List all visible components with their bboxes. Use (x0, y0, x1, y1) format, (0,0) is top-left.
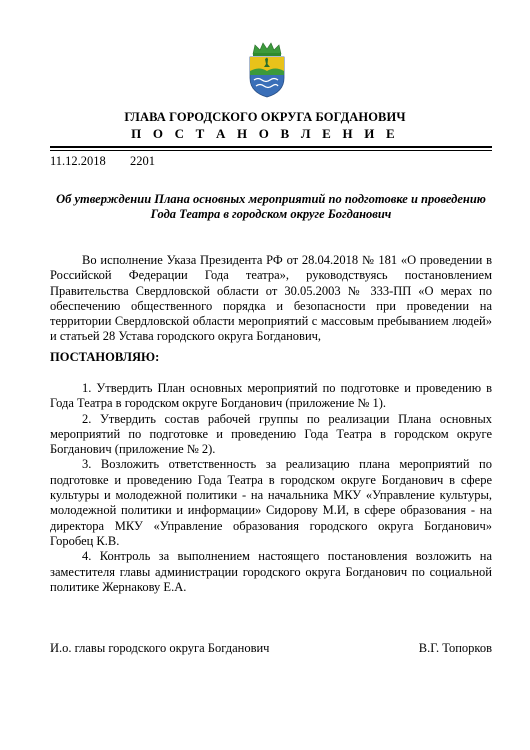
decree-item: 1. Утвердить План основных мероприятий по подготовке и проведению в Года Театра в городском округе Богданович (приложение № 1). (50, 381, 492, 411)
header-rule-thin (50, 150, 492, 151)
signature-block (50, 641, 492, 656)
preamble-paragraph: Во исполнение Указа Президента РФ от 28.04.2018 № 181 «О проведении в Российской Федерации Года театра», руководствуясь постановлением Правительства Свердловской области от 30.05.2003 № 333-ПП «О мерах по обеспечению общественного порядка и безопасности при проведении на территории Свердловской области мероприятий с массовым пребыванием людей» и статьей 28 Устава городского округа Богданович, (50, 253, 492, 344)
authority-heading: ГЛАВА ГОРОДСКОГО ОКРУГА БОГДАНОВИЧ (124, 110, 406, 124)
header-rule-thick (50, 146, 492, 148)
document-type-heading: П О С Т А Н О В Л Е Н И Е (131, 126, 399, 141)
coat-of-arms-icon (245, 42, 289, 98)
document-date: 11.12.2018 (50, 154, 106, 168)
decree-item: 2. Утвердить состав рабочей группы по реализации Плана основных мероприятий по подготовке и проведению Года Театра в городском округе Богданович (приложение № 2). (50, 411, 492, 457)
document-title: Об утверждении Плана основных мероприятий по подготовке и проведению Года Театра в городском округе Богданович (56, 192, 486, 221)
decree-item: 3. Возложить ответственность за реализацию плана мероприятий по подготовке и проведению Года Театра в городском округе Богданович в сфере культуры и молодежной политики - на начальника МКУ «Управление культуры, молодежной политики и информации» Сидорову М.И, в сфере образования - на директора МКУ «Управление образования городского округа Богданович» Горобец К.В. (50, 457, 492, 548)
signatory-name: В.Г. Топорков (418, 641, 492, 655)
decree-word: ПОСТАНОВЛЯЮ: (50, 350, 160, 364)
document-number: 2201 (130, 154, 155, 168)
signatory-position: И.о. главы городского округа Богданович (50, 641, 270, 655)
document-meta (50, 154, 155, 169)
decree-items (50, 381, 492, 595)
decree-item: 4. Контроль за выполнением настоящего постановления возложить на заместителя главы администрации городского округа Богданович по социальной политике Жернакову Е.А. (50, 549, 492, 594)
